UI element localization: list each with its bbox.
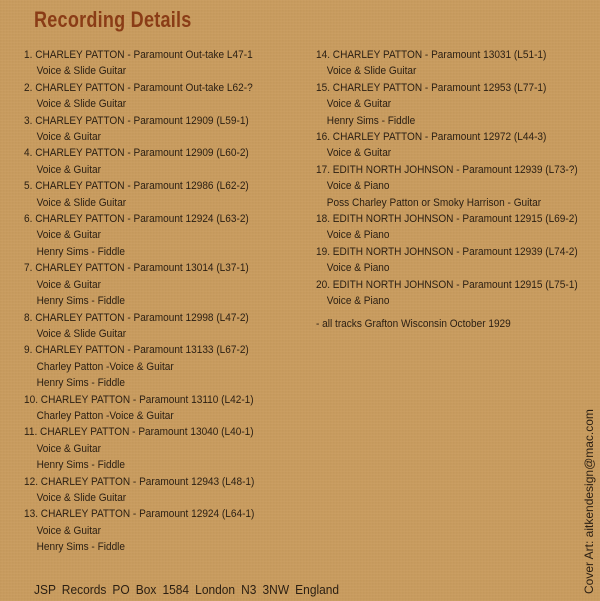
track-entry bbox=[24, 474, 314, 507]
track-entry bbox=[24, 392, 314, 425]
track-personnel: Voice & Guitar bbox=[36, 163, 101, 176]
track-entry bbox=[24, 47, 314, 80]
track-entry bbox=[316, 244, 596, 277]
track-entry bbox=[316, 162, 596, 211]
track-heading: 10. CHARLEY PATTON - Paramount 13110 (L42-1) bbox=[24, 393, 254, 406]
track-personnel: Voice & Slide Guitar bbox=[36, 65, 127, 78]
track-personnel: Henry Sims - Fiddle bbox=[36, 295, 126, 308]
track-personnel: Voice & Guitar bbox=[326, 147, 392, 160]
track-personnel: Voice & Guitar bbox=[36, 524, 101, 537]
track-personnel: Henry Sims - Fiddle bbox=[326, 114, 416, 127]
track-list-left bbox=[24, 47, 314, 556]
track-heading: 6. CHARLEY PATTON - Paramount 12924 (L63-2) bbox=[24, 213, 249, 226]
track-heading: 15. CHARLEY PATTON - Paramount 12953 (L77-1) bbox=[316, 81, 547, 94]
track-entry bbox=[24, 310, 314, 343]
track-personnel: Voice & Guitar bbox=[36, 229, 101, 242]
track-entry bbox=[316, 211, 596, 244]
label-address: JSP Records PO Box 1584 London N3 3NW England bbox=[34, 582, 340, 597]
track-heading: 11. CHARLEY PATTON - Paramount 13040 (L40-1) bbox=[24, 426, 254, 439]
track-heading: 18. EDITH NORTH JOHNSON - Paramount 12915 (L69-2) bbox=[316, 213, 578, 226]
track-personnel: Voice & Slide Guitar bbox=[36, 98, 127, 111]
track-personnel: Henry Sims - Fiddle bbox=[36, 245, 126, 258]
track-entry bbox=[24, 145, 314, 178]
track-personnel: Henry Sims - Fiddle bbox=[36, 377, 126, 390]
track-heading: 8. CHARLEY PATTON - Paramount 12998 (L47-2) bbox=[24, 311, 249, 324]
track-list-right bbox=[316, 47, 596, 332]
track-personnel: Voice & Guitar bbox=[36, 278, 101, 291]
track-personnel: Voice & Guitar bbox=[36, 131, 101, 144]
track-heading: 17. EDITH NORTH JOHNSON - Paramount 12939 (L73-?) bbox=[316, 163, 578, 176]
track-entry bbox=[24, 342, 314, 391]
track-heading: 5. CHARLEY PATTON - Paramount 12986 (L62-2) bbox=[24, 180, 249, 193]
track-heading: 19. EDITH NORTH JOHNSON - Paramount 12939 (L74-2) bbox=[316, 245, 578, 258]
track-heading: 1. CHARLEY PATTON - Paramount Out-take L47-1 bbox=[24, 49, 253, 61]
track-personnel: Voice & Slide Guitar bbox=[36, 327, 127, 340]
track-heading: 3. CHARLEY PATTON - Paramount 12909 (L59-1) bbox=[24, 114, 249, 127]
track-personnel: Voice & Slide Guitar bbox=[36, 196, 127, 209]
track-personnel: Voice & Slide Guitar bbox=[36, 491, 127, 504]
track-personnel: Voice & Guitar bbox=[326, 98, 392, 111]
track-heading: 12. CHARLEY PATTON - Paramount 12943 (L48-1) bbox=[24, 475, 255, 488]
track-entry bbox=[316, 80, 596, 129]
track-personnel: Voice & Piano bbox=[326, 262, 390, 275]
track-personnel: Voice & Slide Guitar bbox=[326, 65, 417, 78]
track-entry bbox=[24, 178, 314, 211]
track-heading: 20. EDITH NORTH JOHNSON - Paramount 12915 (L75-1) bbox=[316, 278, 578, 291]
track-entry bbox=[24, 424, 314, 473]
page-title: Recording Details bbox=[34, 7, 192, 32]
track-entry bbox=[24, 80, 314, 113]
track-heading: 2. CHARLEY PATTON - Paramount Out-take L62-? bbox=[24, 81, 253, 94]
track-personnel: Voice & Piano bbox=[326, 229, 390, 242]
session-note: - all tracks Grafton Wisconsin October 1929 bbox=[316, 317, 511, 330]
track-personnel: Poss Charley Patton or Smoky Harrison - Guitar bbox=[326, 196, 542, 209]
track-personnel: Voice & Guitar bbox=[36, 442, 101, 455]
track-entry bbox=[24, 506, 314, 555]
track-entry bbox=[316, 47, 596, 80]
track-personnel: Henry Sims - Fiddle bbox=[36, 541, 126, 554]
track-entry bbox=[316, 129, 596, 162]
track-entry bbox=[24, 113, 314, 146]
cover-art-credit: Cover Art: aitkendesign@mac.com bbox=[582, 409, 596, 594]
track-heading: 16. CHARLEY PATTON - Paramount 12972 (L44-3) bbox=[316, 131, 547, 144]
track-heading: 4. CHARLEY PATTON - Paramount 12909 (L60-2) bbox=[24, 147, 249, 160]
track-entry bbox=[24, 260, 314, 309]
track-heading: 7. CHARLEY PATTON - Paramount 13014 (L37-1) bbox=[24, 262, 249, 275]
track-entry bbox=[24, 211, 314, 260]
track-personnel: Voice & Piano bbox=[326, 295, 390, 308]
track-heading: 13. CHARLEY PATTON - Paramount 12924 (L64-1) bbox=[24, 508, 255, 521]
track-personnel: Charley Patton -Voice & Guitar bbox=[36, 409, 174, 422]
track-heading: 14. CHARLEY PATTON - Paramount 13031 (L51-1) bbox=[316, 49, 547, 61]
track-personnel: Charley Patton -Voice & Guitar bbox=[36, 360, 174, 373]
track-personnel: Henry Sims - Fiddle bbox=[36, 459, 126, 472]
track-heading: 9. CHARLEY PATTON - Paramount 13133 (L67-2) bbox=[24, 344, 249, 357]
track-entry bbox=[316, 277, 596, 310]
track-personnel: Voice & Piano bbox=[326, 180, 390, 193]
